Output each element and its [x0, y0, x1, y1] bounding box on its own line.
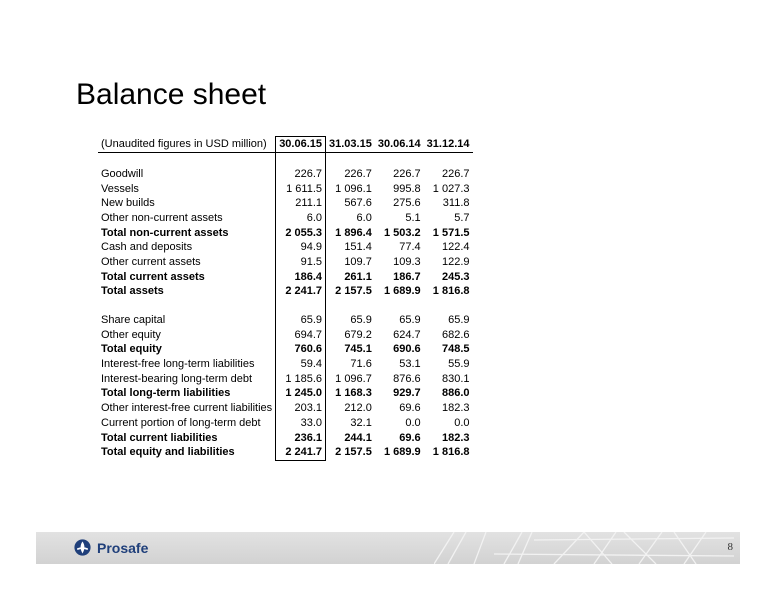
table-row: Interest-free long-term liabilities 59.4 71.6 53.1 55.9	[101, 358, 470, 371]
table-row: Other equity 694.7 679.2 624.7 682.6	[101, 328, 470, 341]
table-row: Other non-current assets 6.0 6.0 5.1 5.7	[101, 211, 470, 224]
balance-sheet-body	[98, 137, 473, 461]
header-col-31-12-14: 31.12.14	[424, 137, 473, 153]
table-row: New builds 211.1 567.6 275.6 311.8	[101, 197, 470, 210]
table-row: Goodwill 226.7 226.7 226.7 226.7	[101, 167, 470, 180]
total-row: Total equity and liabilities 2 241.7 2 157.5 1 689.9 1 816.8	[98, 445, 473, 460]
header-col-31-03-15: 31.03.15	[326, 137, 375, 153]
table-row: Cash and deposits 94.9 151.4 77.4 122.4	[101, 241, 470, 254]
total-row: Total current assets 186.4 261.1 186.7 245.3	[101, 270, 470, 283]
table-row: Other current assets 91.5 109.7 109.3 122.9	[101, 255, 470, 268]
header-label: (Unaudited figures in USD million)	[98, 137, 276, 153]
table-row: Vessels 1 611.5 1 096.1 995.8 1 027.3	[101, 182, 470, 195]
spacer-row	[98, 153, 473, 168]
total-row: Total equity 760.6 745.1 690.6 748.5	[101, 343, 470, 356]
page-title: Balance sheet	[76, 78, 267, 111]
header-col-30-06-14: 30.06.14	[375, 137, 424, 153]
balance-sheet-table	[98, 136, 473, 461]
table-row: Current portion of long-term debt 33.0 32.1 0.0 0.0	[101, 416, 470, 429]
table-row: Interest-bearing long-term debt 1 185.6 1 096.7 876.6 830.1	[101, 372, 470, 385]
table-header-row	[98, 137, 473, 153]
spacer-row	[98, 299, 473, 313]
table-row: Share capital 65.9 65.9 65.9 65.9	[101, 314, 470, 327]
logo-text: Prosafe	[97, 539, 149, 556]
decorative-line-pattern	[434, 532, 734, 564]
total-row: Total current liabilities 236.1 244.1 69.6 182.3	[101, 431, 470, 444]
total-row: Total non-current assets 2 055.3 1 896.4 1 503.2 1 571.5	[101, 226, 470, 239]
header-col-30-06-15: 30.06.15	[276, 137, 326, 153]
table-row: Other interest-free current liabilities 203.1 212.0 69.6 182.3	[101, 402, 470, 415]
footer-bar	[36, 532, 740, 564]
total-row: Total assets 2 241.7 2 157.5 1 689.9 1 816.8	[101, 285, 470, 298]
prosafe-logo-icon	[74, 539, 91, 556]
total-row: Total long-term liabilities 1 245.0 1 168.3 929.7 886.0	[101, 387, 470, 400]
page-number: 8	[727, 541, 733, 553]
prosafe-logo	[74, 539, 148, 556]
